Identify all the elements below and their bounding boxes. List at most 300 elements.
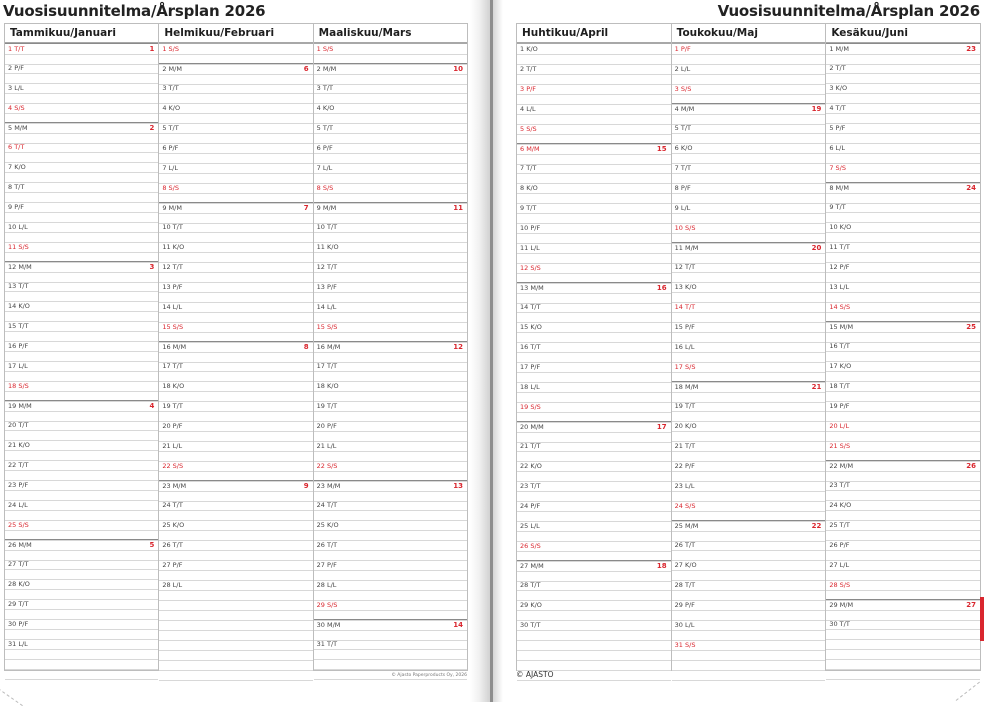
- day-row[interactable]: [672, 501, 826, 521]
- day-label: 5 T/T: [162, 124, 179, 132]
- day-row[interactable]: [159, 202, 312, 222]
- day-label: 25 M/M: [674, 522, 699, 530]
- day-row[interactable]: [314, 262, 467, 282]
- day-row[interactable]: [826, 103, 980, 123]
- week-number: 23: [966, 45, 977, 53]
- day-row[interactable]: [826, 520, 980, 540]
- day-row[interactable]: [159, 123, 312, 143]
- day-row[interactable]: [826, 441, 980, 461]
- day-row[interactable]: [314, 63, 467, 83]
- day-row[interactable]: [672, 441, 826, 461]
- day-row[interactable]: [314, 222, 467, 242]
- day-row[interactable]: [159, 44, 312, 64]
- day-row[interactable]: [159, 480, 312, 500]
- day-row[interactable]: [672, 560, 826, 580]
- day-row[interactable]: [826, 43, 980, 63]
- day-label: 31 T/T: [316, 640, 338, 648]
- day-row[interactable]: [826, 480, 980, 500]
- day-row[interactable]: [314, 183, 467, 203]
- day-label: 21 T/T: [674, 442, 696, 450]
- day-row[interactable]: [672, 421, 826, 441]
- day-row[interactable]: [672, 302, 826, 322]
- day-label: 8 P/F: [674, 184, 691, 192]
- day-label: 17 P/F: [520, 363, 541, 371]
- day-row[interactable]: [314, 421, 467, 441]
- day-row[interactable]: [5, 222, 158, 242]
- day-label: 27 L/L: [829, 561, 850, 569]
- day-row[interactable]: [314, 639, 467, 659]
- day-row[interactable]: [517, 580, 671, 600]
- day-row[interactable]: [159, 500, 312, 520]
- day-label: 19 P/F: [829, 402, 850, 410]
- day-label: 28 T/T: [520, 581, 541, 589]
- day-row[interactable]: [314, 461, 467, 481]
- day-row[interactable]: [314, 619, 467, 639]
- day-row[interactable]: [159, 520, 312, 540]
- day-row[interactable]: [826, 182, 980, 202]
- day-label: 30 T/T: [829, 620, 850, 628]
- day-label: 17 S/S: [674, 363, 696, 371]
- day-label: 13 P/F: [316, 283, 337, 291]
- day-row[interactable]: [672, 262, 826, 282]
- week-number: 1: [149, 45, 155, 53]
- day-label: 14 K/O: [8, 302, 30, 310]
- day-row[interactable]: [5, 261, 158, 281]
- day-label: 28 L/L: [316, 581, 337, 589]
- day-row[interactable]: [5, 619, 158, 639]
- day-label: 2 T/T: [520, 65, 537, 73]
- day-label: 7 K/O: [8, 163, 26, 171]
- day-row[interactable]: [159, 222, 312, 242]
- week-number: 3: [149, 263, 155, 271]
- day-row[interactable]: [826, 123, 980, 143]
- day-row[interactable]: [672, 461, 826, 481]
- day-row[interactable]: [517, 481, 671, 501]
- day-row[interactable]: [826, 302, 980, 322]
- day-label: 28 S/S: [829, 581, 851, 589]
- day-row[interactable]: [314, 341, 467, 361]
- day-row[interactable]: [159, 63, 312, 83]
- day-label: 4 L/L: [520, 105, 536, 113]
- day-label: 15 T/T: [8, 322, 29, 330]
- day-label: 19 M/M: [8, 402, 32, 410]
- day-label: 21 L/L: [316, 442, 337, 450]
- day-label: 15 M/M: [829, 323, 854, 331]
- day-row[interactable]: [826, 401, 980, 421]
- day-row[interactable]: [517, 441, 671, 461]
- day-label: 14 T/T: [674, 303, 696, 311]
- day-row[interactable]: [672, 242, 826, 262]
- day-row[interactable]: [5, 579, 158, 599]
- day-row[interactable]: [517, 64, 671, 84]
- day-label: 14 L/L: [316, 303, 337, 311]
- day-label: 20 K/O: [674, 422, 697, 430]
- day-row[interactable]: [517, 421, 671, 441]
- day-label: 18 M/M: [674, 383, 699, 391]
- day-label: 26 S/S: [520, 542, 541, 550]
- week-number: 16: [656, 284, 667, 292]
- day-row[interactable]: [5, 63, 158, 83]
- day-row[interactable]: [314, 361, 467, 381]
- day-row[interactable]: [5, 83, 158, 103]
- day-row[interactable]: [314, 322, 467, 342]
- day-row[interactable]: [159, 163, 312, 183]
- day-label: 24 T/T: [162, 501, 183, 509]
- day-row[interactable]: [314, 282, 467, 302]
- day-row[interactable]: [159, 341, 312, 361]
- day-row[interactable]: [517, 163, 671, 183]
- day-row[interactable]: [826, 242, 980, 262]
- day-label: 4 K/O: [316, 104, 335, 112]
- day-row[interactable]: [672, 123, 826, 143]
- day-label: 19 T/T: [674, 402, 696, 410]
- month-tab-marker: [980, 597, 984, 641]
- day-row[interactable]: [826, 560, 980, 580]
- day-row[interactable]: [5, 281, 158, 301]
- day-label: 2 L/L: [674, 65, 691, 73]
- day-row[interactable]: [314, 381, 467, 401]
- day-row[interactable]: [314, 123, 467, 143]
- day-row[interactable]: [5, 420, 158, 440]
- day-label: 1 T/T: [8, 45, 25, 53]
- day-row[interactable]: [5, 480, 158, 500]
- day-row[interactable]: [314, 580, 467, 600]
- day-row[interactable]: [314, 44, 467, 64]
- day-row[interactable]: [5, 122, 158, 142]
- week-number: 15: [656, 145, 667, 153]
- day-row[interactable]: [672, 143, 826, 163]
- week-number: 20: [811, 244, 822, 252]
- day-label: 20 T/T: [8, 421, 29, 429]
- day-row[interactable]: [5, 182, 158, 202]
- day-row[interactable]: [826, 460, 980, 480]
- day-row[interactable]: [826, 262, 980, 282]
- day-row[interactable]: [672, 322, 826, 342]
- month-header: Maaliskuu/Mars: [314, 24, 467, 44]
- page-title-left: Vuosisuunnitelma/Årsplan 2026: [3, 2, 266, 20]
- day-row[interactable]: [314, 202, 467, 222]
- day-row[interactable]: [517, 243, 671, 263]
- day-row[interactable]: [159, 302, 312, 322]
- day-label: 3 T/T: [316, 84, 333, 92]
- day-row[interactable]: [672, 520, 826, 540]
- week-number: 2: [149, 124, 155, 132]
- day-row[interactable]: [5, 400, 158, 420]
- day-label: 12 M/M: [8, 263, 32, 271]
- day-row[interactable]: [826, 63, 980, 83]
- day-label: 2 P/F: [8, 64, 25, 72]
- day-row[interactable]: [5, 341, 158, 361]
- day-label: 2 T/T: [829, 64, 846, 72]
- day-label: 24 S/S: [674, 502, 696, 510]
- day-row[interactable]: [517, 461, 671, 481]
- month-column: [517, 24, 672, 670]
- day-row[interactable]: [314, 560, 467, 580]
- day-row[interactable]: [517, 223, 671, 243]
- day-row[interactable]: [517, 104, 671, 124]
- day-row[interactable]: [159, 540, 312, 560]
- month-column: [672, 24, 827, 670]
- day-row[interactable]: [5, 242, 158, 262]
- day-row[interactable]: [517, 342, 671, 362]
- day-label: 19 S/S: [520, 403, 541, 411]
- day-row[interactable]: [159, 421, 312, 441]
- day-label: 20 M/M: [520, 423, 544, 431]
- day-label: 7 L/L: [162, 164, 178, 172]
- day-row[interactable]: [826, 500, 980, 520]
- day-label: 14 S/S: [829, 303, 851, 311]
- day-row[interactable]: [314, 83, 467, 103]
- month-header: Helmikuu/Februari: [159, 24, 312, 44]
- day-row[interactable]: [672, 282, 826, 302]
- month-header: Huhtikuu/April: [517, 24, 671, 44]
- day-row[interactable]: [517, 302, 671, 322]
- day-label: 15 S/S: [316, 323, 338, 331]
- day-row[interactable]: [517, 560, 671, 580]
- empty-row: [5, 659, 158, 679]
- day-row[interactable]: [672, 44, 826, 64]
- day-label: 13 K/O: [674, 283, 697, 291]
- day-label: 24 T/T: [316, 501, 338, 509]
- day-row[interactable]: [826, 282, 980, 302]
- day-row[interactable]: [314, 143, 467, 163]
- day-row[interactable]: [5, 381, 158, 401]
- day-row[interactable]: [517, 143, 671, 163]
- day-row[interactable]: [826, 619, 980, 639]
- day-row[interactable]: [672, 600, 826, 620]
- day-label: 16 M/M: [316, 343, 341, 351]
- day-row[interactable]: [517, 84, 671, 104]
- day-row[interactable]: [5, 520, 158, 540]
- day-label: 25 S/S: [8, 521, 29, 529]
- day-label: 7 L/L: [316, 164, 333, 172]
- day-label: 17 T/T: [316, 362, 338, 370]
- day-row[interactable]: [5, 559, 158, 579]
- day-row[interactable]: [5, 162, 158, 182]
- day-row[interactable]: [5, 142, 158, 162]
- day-row[interactable]: [517, 322, 671, 342]
- week-number: 19: [811, 105, 822, 113]
- day-row[interactable]: [826, 381, 980, 401]
- empty-row: [159, 600, 312, 620]
- day-label: 26 T/T: [162, 541, 183, 549]
- day-row[interactable]: [5, 103, 158, 123]
- day-row[interactable]: [159, 103, 312, 123]
- day-label: 10 K/O: [829, 223, 852, 231]
- day-row[interactable]: [314, 302, 467, 322]
- day-row[interactable]: [159, 242, 312, 262]
- month-header: Toukokuu/Maj: [672, 24, 826, 44]
- day-label: 29 P/F: [674, 601, 695, 609]
- day-label: 3 P/F: [520, 85, 537, 93]
- day-row[interactable]: [672, 103, 826, 123]
- day-row[interactable]: [517, 362, 671, 382]
- day-label: 27 P/F: [316, 561, 337, 569]
- day-row[interactable]: [672, 163, 826, 183]
- day-label: 16 M/M: [162, 343, 187, 351]
- day-row[interactable]: [159, 401, 312, 421]
- day-row[interactable]: [314, 500, 467, 520]
- day-row[interactable]: [672, 381, 826, 401]
- week-number: 12: [453, 343, 463, 351]
- day-row[interactable]: [826, 341, 980, 361]
- day-row[interactable]: [517, 541, 671, 561]
- day-label: 3 L/L: [8, 84, 24, 92]
- day-row[interactable]: [826, 83, 980, 103]
- day-row[interactable]: [314, 163, 467, 183]
- day-row[interactable]: [826, 202, 980, 222]
- day-row[interactable]: [672, 540, 826, 560]
- day-row[interactable]: [159, 262, 312, 282]
- month-column: [159, 24, 313, 670]
- day-row[interactable]: [5, 301, 158, 321]
- day-row[interactable]: [314, 242, 467, 262]
- day-row[interactable]: [517, 124, 671, 144]
- day-label: 28 K/O: [8, 580, 30, 588]
- day-row[interactable]: [5, 460, 158, 480]
- day-label: 23 T/T: [520, 482, 541, 490]
- day-row[interactable]: [314, 401, 467, 421]
- day-row[interactable]: [517, 382, 671, 402]
- day-row[interactable]: [517, 620, 671, 640]
- day-row[interactable]: [517, 402, 671, 422]
- day-row[interactable]: [159, 580, 312, 600]
- day-label: 9 P/F: [8, 203, 25, 211]
- day-row[interactable]: [314, 103, 467, 123]
- day-label: 1 M/M: [829, 45, 849, 53]
- day-label: 24 L/L: [8, 501, 28, 509]
- week-number: 6: [303, 65, 309, 73]
- day-label: 31 S/S: [674, 641, 696, 649]
- day-row[interactable]: [517, 263, 671, 283]
- day-row[interactable]: [314, 480, 467, 500]
- day-label: 12 T/T: [316, 263, 338, 271]
- empty-row: [517, 640, 671, 660]
- day-row[interactable]: [826, 163, 980, 183]
- day-row[interactable]: [672, 401, 826, 421]
- day-label: 29 M/M: [829, 601, 854, 609]
- day-row[interactable]: [159, 322, 312, 342]
- day-row[interactable]: [826, 143, 980, 163]
- day-row[interactable]: [672, 183, 826, 203]
- day-label: 20 L/L: [829, 422, 850, 430]
- day-label: 10 S/S: [674, 224, 696, 232]
- day-row[interactable]: [672, 620, 826, 640]
- day-row[interactable]: [159, 183, 312, 203]
- day-label: 14 T/T: [520, 303, 541, 311]
- day-label: 18 L/L: [520, 383, 540, 391]
- day-label: 8 K/O: [520, 184, 538, 192]
- day-label: 19 T/T: [316, 402, 338, 410]
- day-label: 25 L/L: [520, 522, 540, 530]
- calendar-grid-right: [516, 23, 981, 671]
- day-row[interactable]: [672, 580, 826, 600]
- day-row[interactable]: [826, 540, 980, 560]
- day-row[interactable]: [672, 84, 826, 104]
- day-row[interactable]: [159, 461, 312, 481]
- day-row[interactable]: [159, 83, 312, 103]
- day-row[interactable]: [314, 441, 467, 461]
- day-label: 17 L/L: [8, 362, 28, 370]
- day-label: 3 S/S: [674, 85, 692, 93]
- day-row[interactable]: [5, 440, 158, 460]
- day-row[interactable]: [672, 203, 826, 223]
- day-label: 5 T/T: [316, 124, 333, 132]
- day-row[interactable]: [517, 501, 671, 521]
- day-label: 7 T/T: [520, 164, 537, 172]
- day-label: 25 K/O: [162, 521, 185, 529]
- day-row[interactable]: [517, 183, 671, 203]
- day-label: 9 T/T: [520, 204, 537, 212]
- day-row[interactable]: [826, 361, 980, 381]
- day-label: 11 L/L: [520, 244, 540, 252]
- day-label: 18 K/O: [162, 382, 185, 390]
- day-row[interactable]: [314, 600, 467, 620]
- day-row[interactable]: [159, 361, 312, 381]
- day-label: 9 L/L: [674, 204, 691, 212]
- day-label: 28 T/T: [674, 581, 696, 589]
- day-label: 21 L/L: [162, 442, 183, 450]
- day-row[interactable]: [5, 361, 158, 381]
- day-row[interactable]: [314, 520, 467, 540]
- day-row[interactable]: [159, 441, 312, 461]
- day-label: 5 T/T: [674, 124, 692, 132]
- day-label: 10 P/F: [520, 224, 541, 232]
- day-row[interactable]: [672, 640, 826, 660]
- day-row[interactable]: [517, 282, 671, 302]
- day-row[interactable]: [517, 521, 671, 541]
- page-gutter-shadow: [493, 0, 503, 702]
- day-row[interactable]: [5, 599, 158, 619]
- day-row[interactable]: [5, 43, 158, 63]
- month-column: [314, 24, 467, 670]
- day-row[interactable]: [5, 639, 158, 659]
- day-row[interactable]: [5, 500, 158, 520]
- day-row[interactable]: [672, 223, 826, 243]
- day-row[interactable]: [159, 560, 312, 580]
- day-row[interactable]: [826, 421, 980, 441]
- day-row[interactable]: [5, 539, 158, 559]
- day-row[interactable]: [159, 381, 312, 401]
- day-label: 5 S/S: [520, 125, 537, 133]
- day-label: 29 S/S: [316, 601, 338, 609]
- day-row[interactable]: [826, 222, 980, 242]
- day-label: 5 M/M: [8, 124, 28, 132]
- day-label: 18 S/S: [8, 382, 29, 390]
- day-row[interactable]: [826, 599, 980, 619]
- day-label: 8 T/T: [8, 183, 25, 191]
- day-row[interactable]: [5, 202, 158, 222]
- day-row[interactable]: [159, 143, 312, 163]
- day-row[interactable]: [517, 203, 671, 223]
- day-row[interactable]: [672, 64, 826, 84]
- day-label: 2 M/M: [316, 65, 337, 73]
- week-number: 22: [811, 522, 822, 530]
- day-row[interactable]: [672, 481, 826, 501]
- day-row[interactable]: [159, 282, 312, 302]
- day-row[interactable]: [517, 44, 671, 64]
- day-row[interactable]: [826, 580, 980, 600]
- day-label: 27 T/T: [8, 560, 29, 568]
- day-row[interactable]: [672, 342, 826, 362]
- day-row[interactable]: [672, 362, 826, 382]
- week-number: 8: [303, 343, 309, 351]
- day-row[interactable]: [314, 540, 467, 560]
- day-label: 15 P/F: [674, 323, 695, 331]
- day-row[interactable]: [826, 321, 980, 341]
- day-row[interactable]: [517, 600, 671, 620]
- day-row[interactable]: [5, 321, 158, 341]
